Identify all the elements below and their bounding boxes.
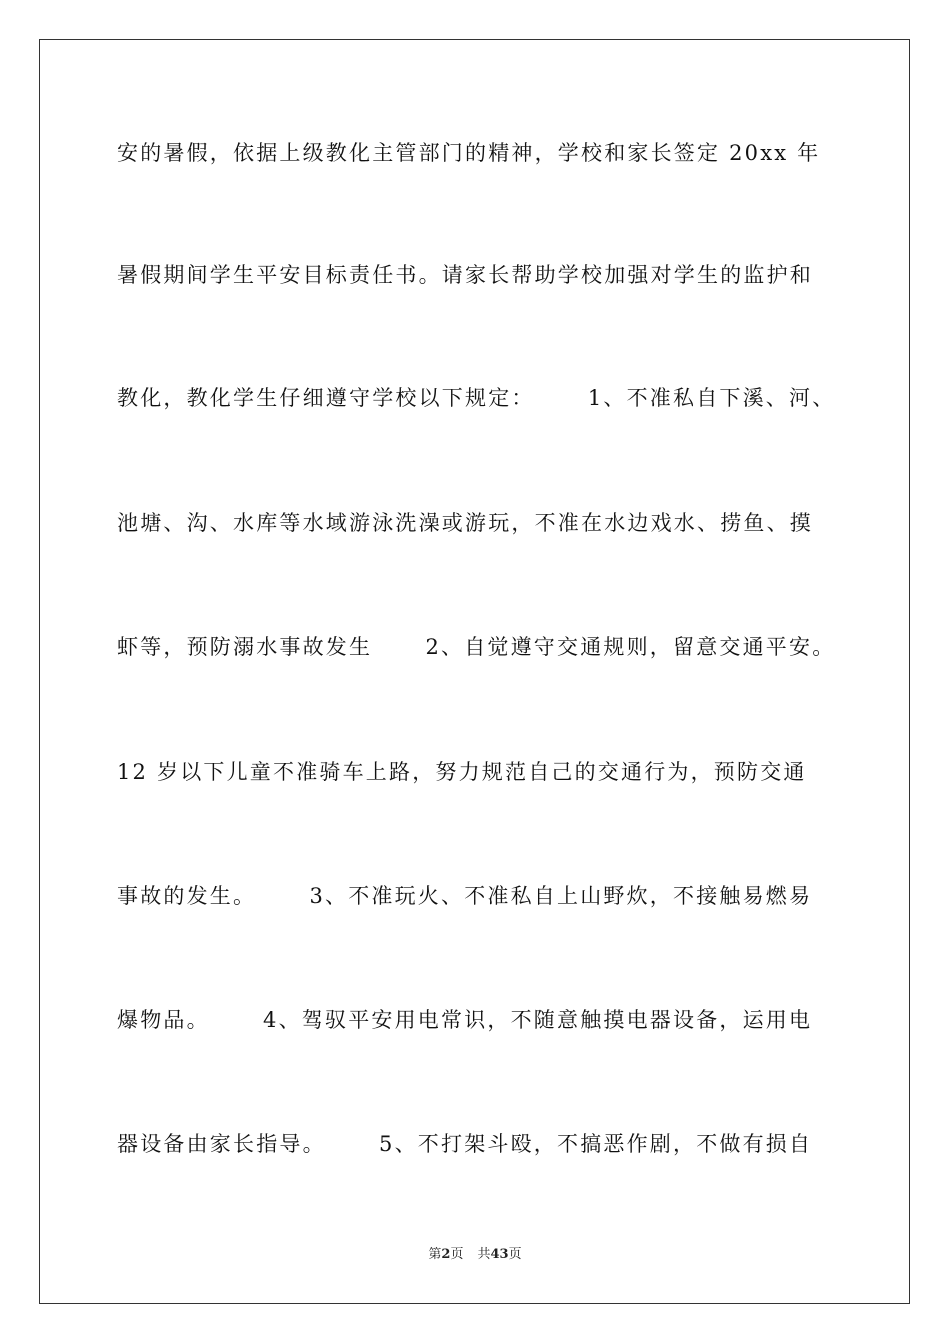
page-prefix: 第 xyxy=(428,1247,442,1262)
body-text-line-5: 虾等，预防溺水事故发生 2、自觉遵守交通规则，留意交通平安。 xyxy=(117,635,836,659)
total-pages: 43 xyxy=(490,1247,509,1262)
body-text-line-2: 暑假期间学生平安目标责任书。请家长帮助学校加强对学生的监护和 xyxy=(117,263,813,287)
body-text-line-3: 教化，教化学生仔细遵守学校以下规定： 1、不准私自下溪、河、 xyxy=(117,386,836,410)
body-text-line-9: 器设备由家长指导。 5、不打架斗殴，不搞恶作剧，不做有损自 xyxy=(117,1132,813,1156)
body-text-line-1: 安的暑假，依据上级教化主管部门的精神，学校和家长签定 20xx 年 xyxy=(117,141,821,165)
body-text-line-8: 爆物品。 4、驾驭平安用电常识，不随意触摸电器设备，运用电 xyxy=(117,1008,813,1032)
total-prefix: 共 xyxy=(477,1247,491,1262)
body-text-line-7: 事故的发生。 3、不准玩火、不准私自上山野炊，不接触易燃易 xyxy=(117,884,813,908)
page-footer xyxy=(0,1246,950,1264)
page-number: 2 xyxy=(441,1247,451,1262)
total-suffix: 页 xyxy=(508,1247,522,1262)
page-suffix: 页 xyxy=(450,1247,464,1262)
body-text-line-6: 12 岁以下儿童不准骑车上路，努力规范自己的交通行为，预防交通 xyxy=(117,760,807,784)
page-border xyxy=(39,39,910,1304)
body-text-line-4: 池塘、沟、水库等水域游泳洗澡或游玩，不准在水边戏水、捞鱼、摸 xyxy=(117,511,813,535)
